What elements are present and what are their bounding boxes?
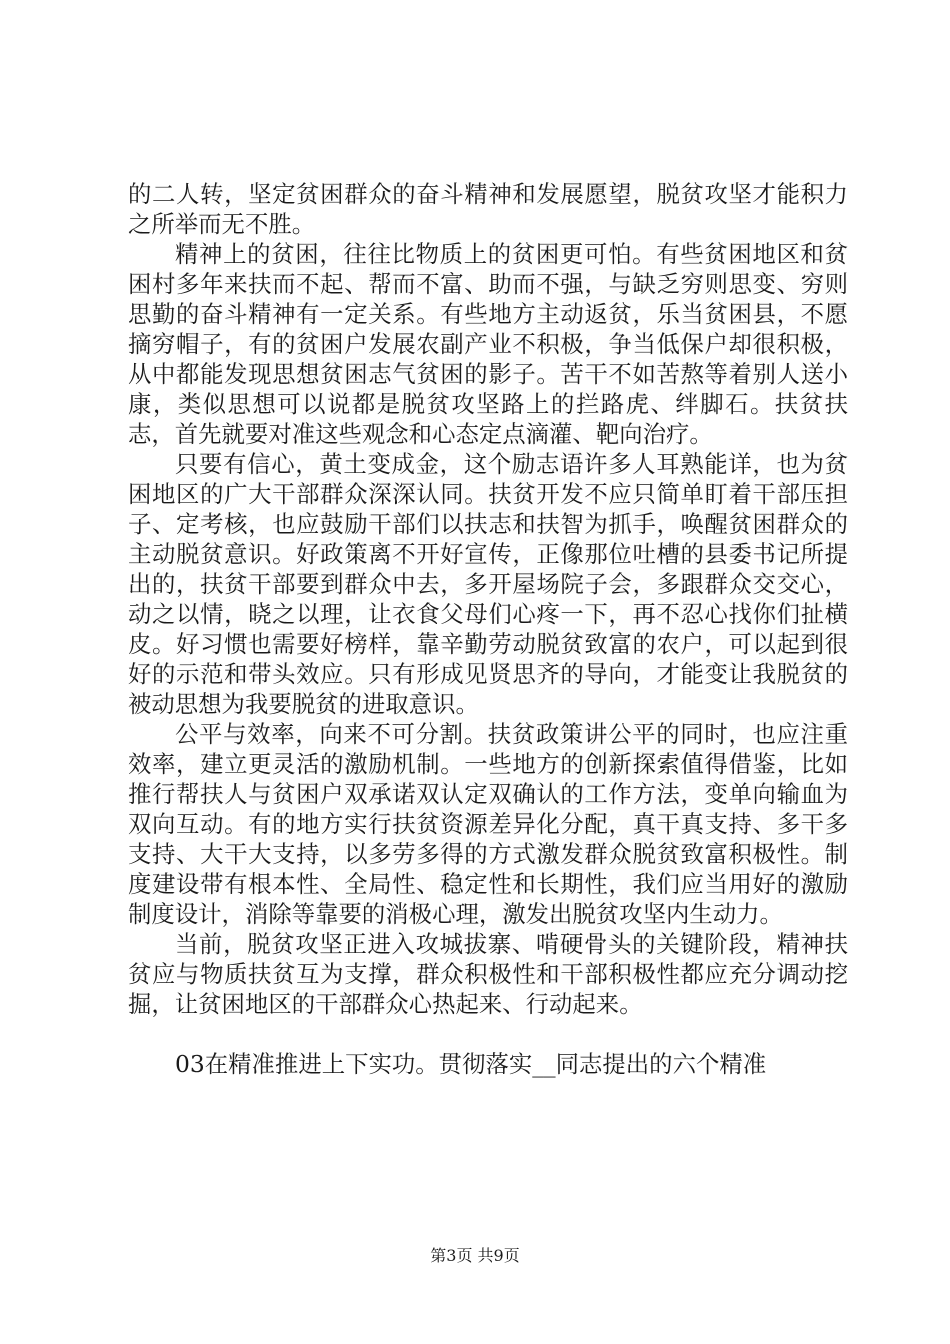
paragraph-confidence: 只要有信心，黄土变成金，这个励志语许多人耳熟能详，也为贫困地区的广大干部群众深深认同。扶贫开发不应只简单盯着干部压担子、定考核，也应鼓励干部们以扶志和扶智为抓手，唤醒贫困群众的主动脱贫意识。好政策离不开好宣传，正像那位吐槽的县委书记所提出的，扶贫干部要到群众中去，多开屋场院子会，多跟群众交交心，动之以情，晓之以理，让衣食父母们心疼一下，再不忍心找你们扯横皮。好习惯也需要好榜样，靠辛勤劳动脱贫致富的农户，可以起到很好的示范和带头效应。只有形成见贤思齐的导向，才能变让我脱贫的被动思想为我要脱贫的进取意识。 xyxy=(128,450,848,718)
paragraph-gap xyxy=(128,1019,848,1049)
paragraph-current-stage: 当前，脱贫攻坚正进入攻城拔寨、啃硬骨头的关键阶段，精神扶贫应与物质扶贫互为支撑，群众积极性和干部积极性都应充分调动挖掘，让贫困地区的干部群众心热起来、行动起来。 xyxy=(128,930,848,1018)
paragraph-fairness-efficiency: 公平与效率，向来不可分割。扶贫政策讲公平的同时，也应注重效率，建立更灵活的激励机制。一些地方的创新探索值得借鉴，比如推行帮扶人与贫困户双承诺双认定双确认的工作方法，变单向输血为双向互动。有的地方实行扶贫资源差异化分配，真干真支持、多干多支持、大干大支持，以多劳多得的方式激发群众脱贫致富积极性。制度建设带有根本性、全局性、稳定性和长期性，我们应当用好的激励制度设计，消除等靠要的消极心理，激发出脱贫攻坚内生动力。 xyxy=(128,720,848,928)
document-body xyxy=(128,179,848,1079)
page-number-footer: 第3页 共9页 xyxy=(430,1246,520,1265)
section-heading-03: 03在精准推进上下实功。贯彻落实__同志提出的六个精准 xyxy=(175,1050,767,1078)
paragraph-spiritual-poverty: 精神上的贫困，往往比物质上的贫困更可怕。有些贫困地区和贫困村多年来扶而不起、帮而不富、助而不强，与缺乏穷则思变、穷则思勤的奋斗精神有一定关系。有些地方主动返贫，乐当贫困县，不愿摘穷帽子，有的贫困户发展农副产业不积极，争当低保户却很积极，从中都能发现思想贫困志气贫困的影子。苦干不如苦熬等着别人送小康，类似思想可以说都是脱贫攻坚路上的拦路虎、绊脚石。扶贫扶志，首先就要对准这些观念和心态定点滴灌、靶向治疗。 xyxy=(128,240,848,448)
paragraph-continuation: 的二人转，坚定贫困群众的奋斗精神和发展愿望，脱贫攻坚才能积力之所举而无不胜。 xyxy=(128,180,848,238)
